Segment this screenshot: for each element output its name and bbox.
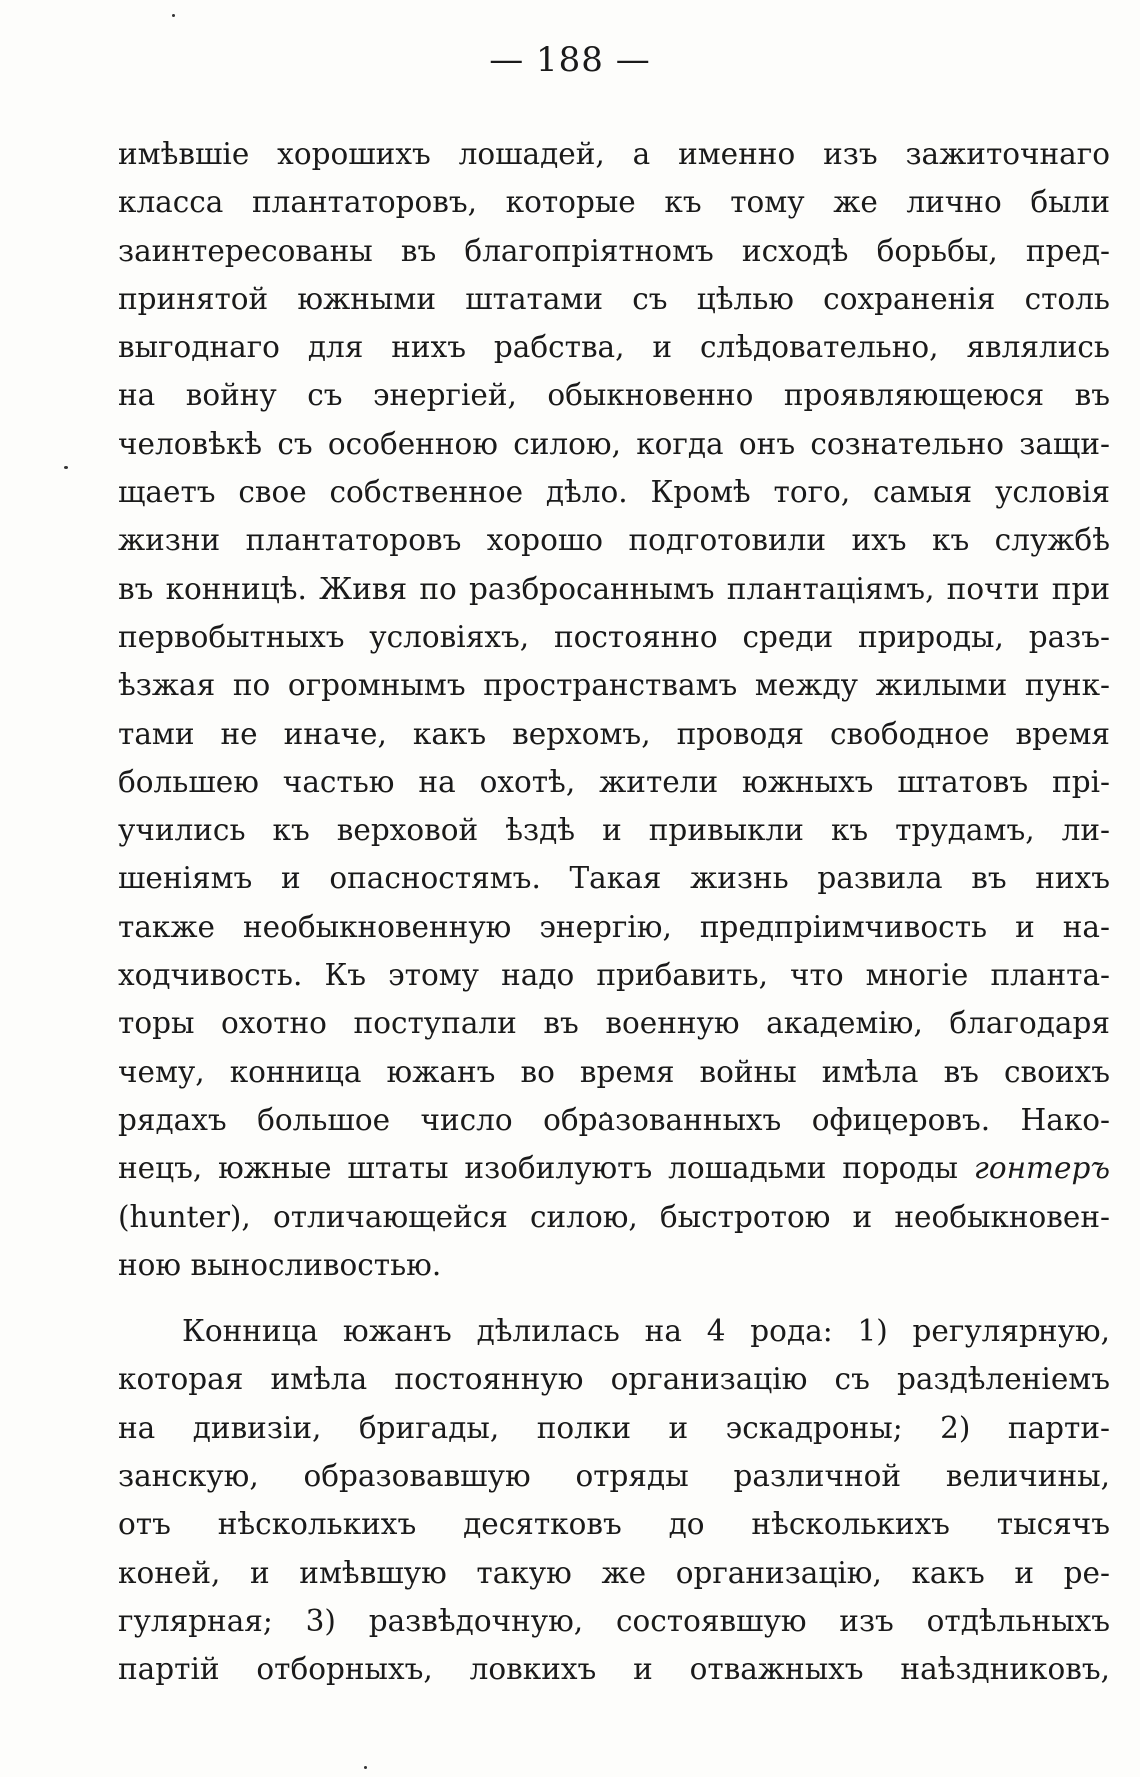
text-line-with-italic xyxy=(118,1144,1110,1192)
text-line: тами не иначе, какъ верхомъ, проводя свободное время xyxy=(118,716,1110,751)
scan-speck xyxy=(172,14,175,17)
text-line: щаетъ свое собственное дѣло. Кромѣ того, самыя условія xyxy=(118,475,1110,510)
paragraph-last-line: ною выносливостью. xyxy=(118,1247,442,1282)
text-line: первобытныхъ условіяхъ, постоянно среди природы, разъ- xyxy=(118,619,1110,654)
text-line: ѣзжая по огромнымъ пространствамъ между жилыми пунк- xyxy=(118,668,1110,703)
text-line: шеніямъ и опасностямъ. Такая жизнь развила въ нихъ xyxy=(118,861,1110,896)
paragraph-first-line: Конница южанъ дѣлилась на 4 рода: 1) регулярную, xyxy=(182,1314,1110,1349)
text-line: человѣкѣ съ особенною силою, когда онъ сознательно защи- xyxy=(118,426,1110,461)
text-line: въ конницѣ. Живя по разбросаннымъ плантаціямъ, почти при xyxy=(118,571,1110,606)
text-line: принятой южными штатами съ цѣлью сохраненія столь xyxy=(118,281,1110,316)
text-line: на дивизіи, бригады, полки и эскадроны; 2) парти- xyxy=(118,1410,1110,1445)
text-line: выгоднаго для нихъ рабства, и слѣдовательно, являлись xyxy=(118,330,1110,365)
scan-speck xyxy=(64,466,68,469)
text-line: (hunter), отличающейся силою, быстротою и необыкновен- xyxy=(118,1199,1110,1234)
italic-term: гонтеръ xyxy=(973,1151,1110,1186)
text-fragment: нецъ, южные штаты изобилуютъ лошадьми породы xyxy=(118,1151,959,1186)
text-line: имѣвшіе хорошихъ лошадей, а именно изъ зажиточнаго xyxy=(118,137,1110,171)
text-line: жизни плантаторовъ хорошо подготовили ихъ къ службѣ xyxy=(118,523,1110,558)
text-line: учились къ верховой ѣздѣ и привыкли къ трудамъ, ли- xyxy=(118,813,1110,848)
text-line: торы охотно поступали въ военную академію, благодаря xyxy=(118,1006,1110,1041)
text-line: также необыкновенную энергію, предпріимчивость и на- xyxy=(118,909,1110,944)
text-line: большею частью на охотѣ, жители южныхъ штатовъ прі- xyxy=(118,764,1110,799)
page-number: — 188 — xyxy=(489,40,651,80)
text-line: отъ нѣсколькихъ десятковъ до нѣсколькихъ тысячъ xyxy=(118,1507,1110,1542)
scan-speck xyxy=(364,1766,367,1769)
text-line: коней, и имѣвшую такую же организацію, какъ и ре- xyxy=(118,1555,1110,1590)
text-line: чему, конница южанъ во время войны имѣла въ своихъ xyxy=(118,1054,1110,1089)
text-line: партій отборныхъ, ловкихъ и отважныхъ наѣздниковъ, xyxy=(118,1652,1110,1687)
text-line: заинтересованы въ благопріятномъ исходѣ борьбы, пред- xyxy=(118,233,1110,268)
text-line: ходчивость. Къ этому надо прибавить, что многіе планта- xyxy=(118,958,1110,993)
body-text xyxy=(118,130,1110,1694)
text-line: рядахъ большое число образованныхъ офицеровъ. Нако- xyxy=(118,1102,1110,1137)
text-line: гулярная; 3) развѣдочную, состоявшую изъ отдѣльныхъ xyxy=(118,1603,1110,1638)
text-line: на войну съ энергіей, обыкновенно проявляющеюся въ xyxy=(118,378,1110,413)
text-line: которая имѣла постоянную организацію съ раздѣленіемъ xyxy=(118,1362,1110,1397)
text-line: занскую, образовавшую отряды различной величины, xyxy=(118,1459,1110,1494)
text-line: класса плантаторовъ, которые къ тому же лично были xyxy=(118,185,1110,220)
